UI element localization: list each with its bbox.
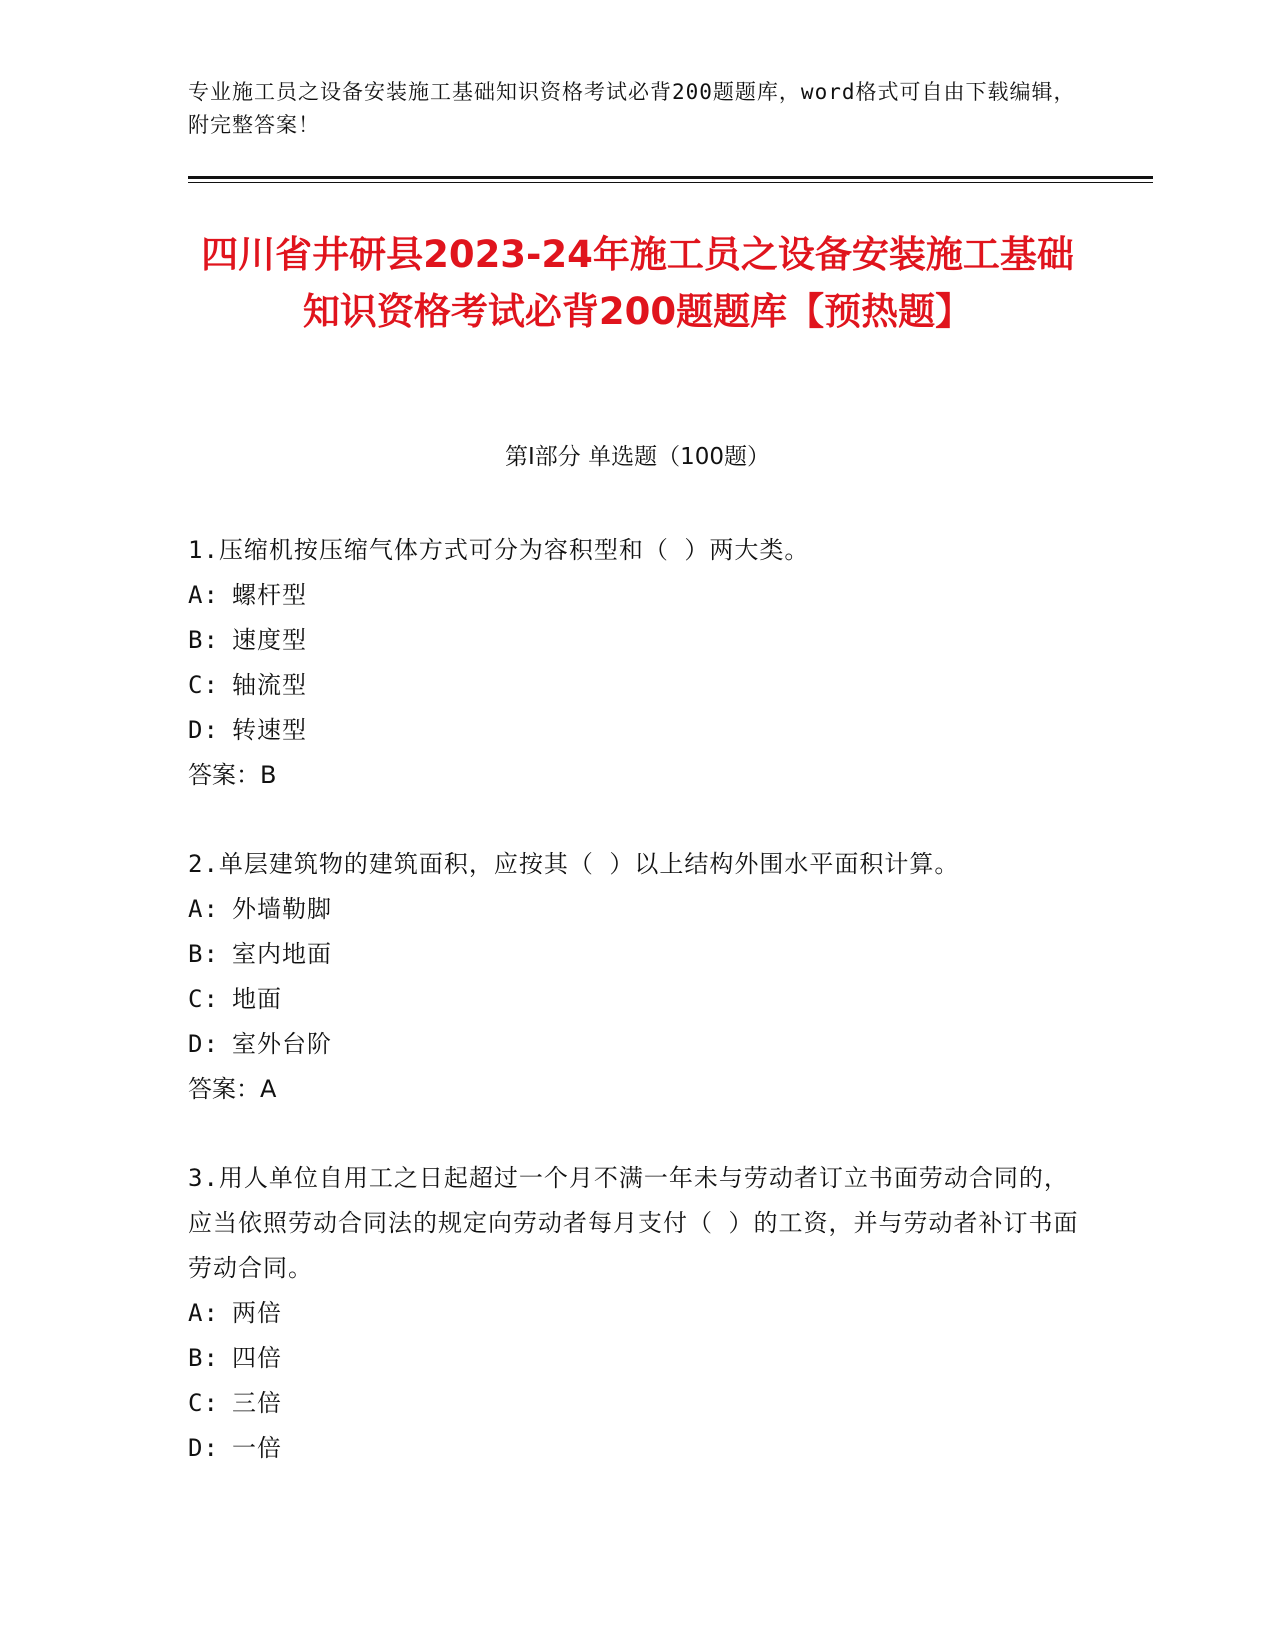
- document-title: 四川省井研县2023-24年施工员之设备安装施工基础知识资格考试必背200题题库【预热题】: [201, 233, 1074, 333]
- option-key: D:: [188, 1434, 219, 1462]
- option-d: [188, 1022, 1088, 1067]
- option-b: [188, 932, 1088, 977]
- question-2: [188, 842, 1088, 1112]
- divider-line-thick: [188, 176, 1153, 179]
- option-key: C:: [188, 671, 219, 699]
- option-key: A:: [188, 1299, 219, 1327]
- option-text: 四倍: [232, 1344, 282, 1372]
- question-3: [188, 1156, 1088, 1471]
- option-key: D:: [188, 1030, 219, 1058]
- option-text: 室外台阶: [232, 1030, 332, 1058]
- option-a: [188, 573, 1088, 618]
- option-key: A:: [188, 581, 219, 609]
- answer-line: 答案：B: [188, 761, 277, 789]
- option-key: B:: [188, 626, 219, 654]
- question-stem: 2.单层建筑物的建筑面积，应按其（ ）以上结构外围水平面积计算。: [188, 850, 960, 878]
- option-c: [188, 1381, 1088, 1426]
- option-key: D:: [188, 716, 219, 744]
- question-1: [188, 528, 1088, 798]
- option-key: C:: [188, 1389, 219, 1417]
- option-a: [188, 1291, 1088, 1336]
- option-text: 轴流型: [232, 671, 307, 699]
- option-text: 转速型: [232, 716, 307, 744]
- option-text: 外墙勒脚: [232, 895, 332, 923]
- option-c: [188, 663, 1088, 708]
- answer-line: 答案：A: [188, 1075, 277, 1103]
- option-text: 一倍: [232, 1434, 282, 1462]
- option-a: [188, 887, 1088, 932]
- section-heading: 第Ⅰ部分 单选题（100题）: [505, 444, 770, 470]
- option-d: [188, 1426, 1088, 1471]
- question-stem: 3.用人单位自用工之日起超过一个月不满一年未与劳动者订立书面劳动合同的，应当依照劳动合同法的规定向劳动者每月支付（ ）的工资，并与劳动者补订书面劳动合同。: [188, 1164, 1079, 1282]
- option-text: 速度型: [232, 626, 307, 654]
- question-stem: 1.压缩机按压缩气体方式可分为容积型和（ ）两大类。: [188, 536, 810, 564]
- option-key: B:: [188, 1344, 219, 1372]
- option-text: 两倍: [232, 1299, 282, 1327]
- option-text: 螺杆型: [232, 581, 307, 609]
- option-text: 地面: [232, 985, 282, 1013]
- option-c: [188, 977, 1088, 1022]
- question-list: [188, 528, 1088, 1515]
- divider-line-thin: [188, 182, 1153, 183]
- option-text: 室内地面: [232, 940, 332, 968]
- intro-text: 专业施工员之设备安装施工基础知识资格考试必背200题题库，word格式可自由下载编辑，附完整答案！: [188, 80, 1076, 137]
- option-key: C:: [188, 985, 219, 1013]
- option-key: A:: [188, 895, 219, 923]
- option-key: B:: [188, 940, 219, 968]
- option-text: 三倍: [232, 1389, 282, 1417]
- option-b: [188, 618, 1088, 663]
- option-b: [188, 1336, 1088, 1381]
- option-d: [188, 708, 1088, 753]
